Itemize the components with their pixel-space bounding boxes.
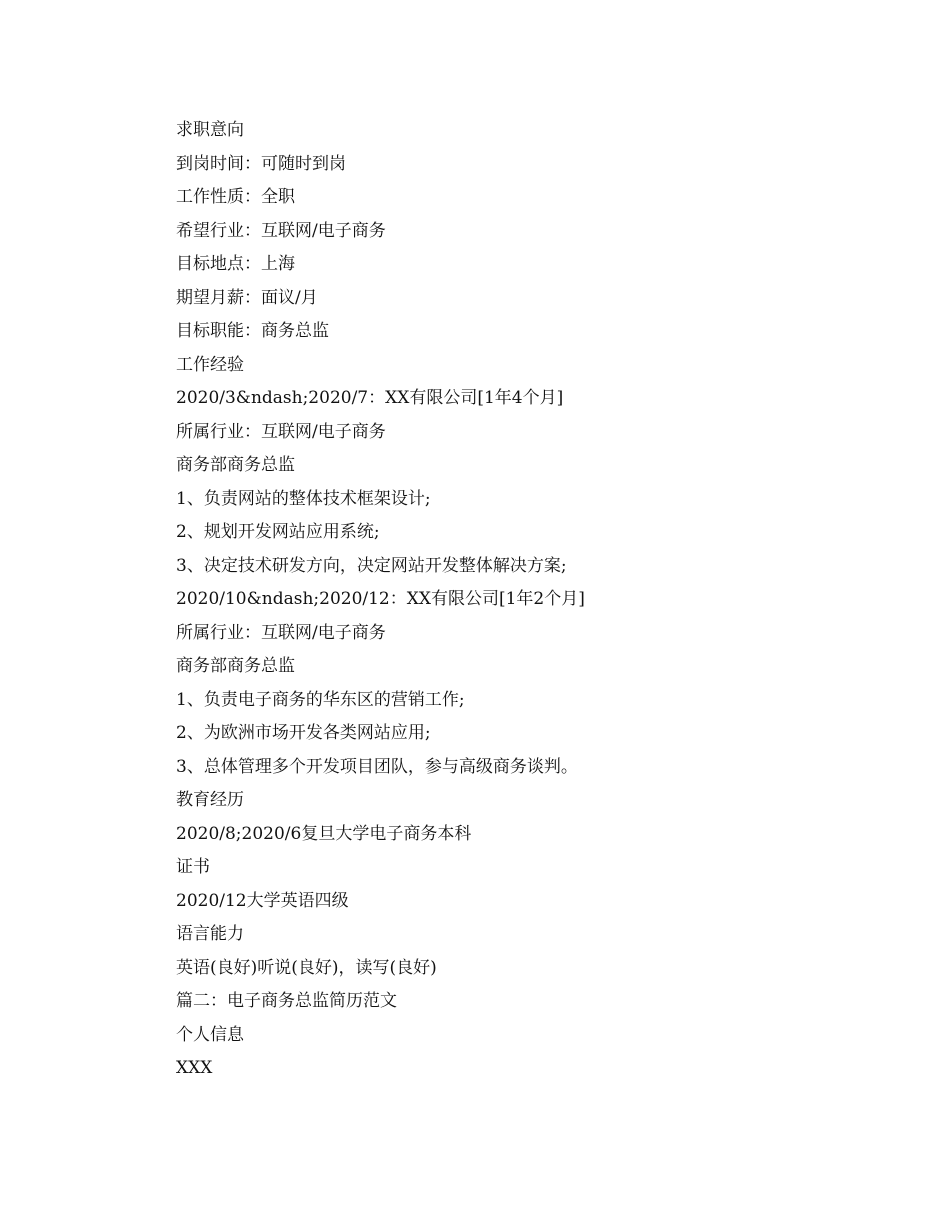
text-line: 3、决定技术研发方向，决定网站开发整体解决方案; (176, 555, 567, 576)
text-line: 英语(良好)听说(良好)，读写(良好) (176, 957, 437, 978)
text-line: 2、规划开发网站应用系统; (176, 522, 380, 542)
text-line: 3、总体管理多个开发项目团队，参与高级商务谈判。 (176, 756, 578, 777)
text-line: 所属行业：互联网/电子商务 (176, 421, 386, 442)
section-heading-work-experience: 工作经验 (176, 354, 244, 375)
text-line: 2020/10&ndash;2020/12：XX有限公司[1年2个月] (176, 589, 585, 609)
text-line: 2020/3&ndash;2020/7：XX有限公司[1年4个月] (176, 388, 564, 408)
text-line: 目标地点：上海 (176, 254, 295, 274)
text-line: 工作性质：全职 (176, 187, 295, 207)
part-two-title: 篇二：电子商务总监简历范文 (176, 991, 397, 1011)
text-line: 商务部商务总监 (176, 656, 295, 676)
document-body (176, 118, 876, 1090)
text-line: 1、负责电子商务的华东区的营销工作; (176, 689, 465, 710)
text-line: 2020/8;2020/6复旦大学电子商务本科 (176, 823, 472, 844)
section-heading-job-intention: 求职意向 (176, 120, 244, 140)
text-line: 期望月薪：面议/月 (176, 287, 318, 308)
text-line: 商务部商务总监 (176, 455, 295, 475)
section-heading-certificates: 证书 (176, 857, 210, 877)
text-line: XXX (176, 1058, 213, 1078)
text-line: 2020/12大学英语四级 (176, 890, 349, 911)
text-line: 到岗时间：可随时到岗 (176, 153, 346, 174)
text-line: 目标职能：商务总监 (176, 321, 329, 341)
text-line: 所属行业：互联网/电子商务 (176, 622, 386, 643)
text-line: 2、为欧洲市场开发各类网站应用; (176, 723, 431, 743)
text-line: 希望行业：互联网/电子商务 (176, 220, 386, 241)
section-heading-personal-info: 个人信息 (176, 1024, 244, 1045)
section-heading-language: 语言能力 (176, 924, 244, 944)
text-line: 1、负责网站的整体技术框架设计; (176, 488, 431, 509)
section-heading-education: 教育经历 (176, 790, 244, 810)
